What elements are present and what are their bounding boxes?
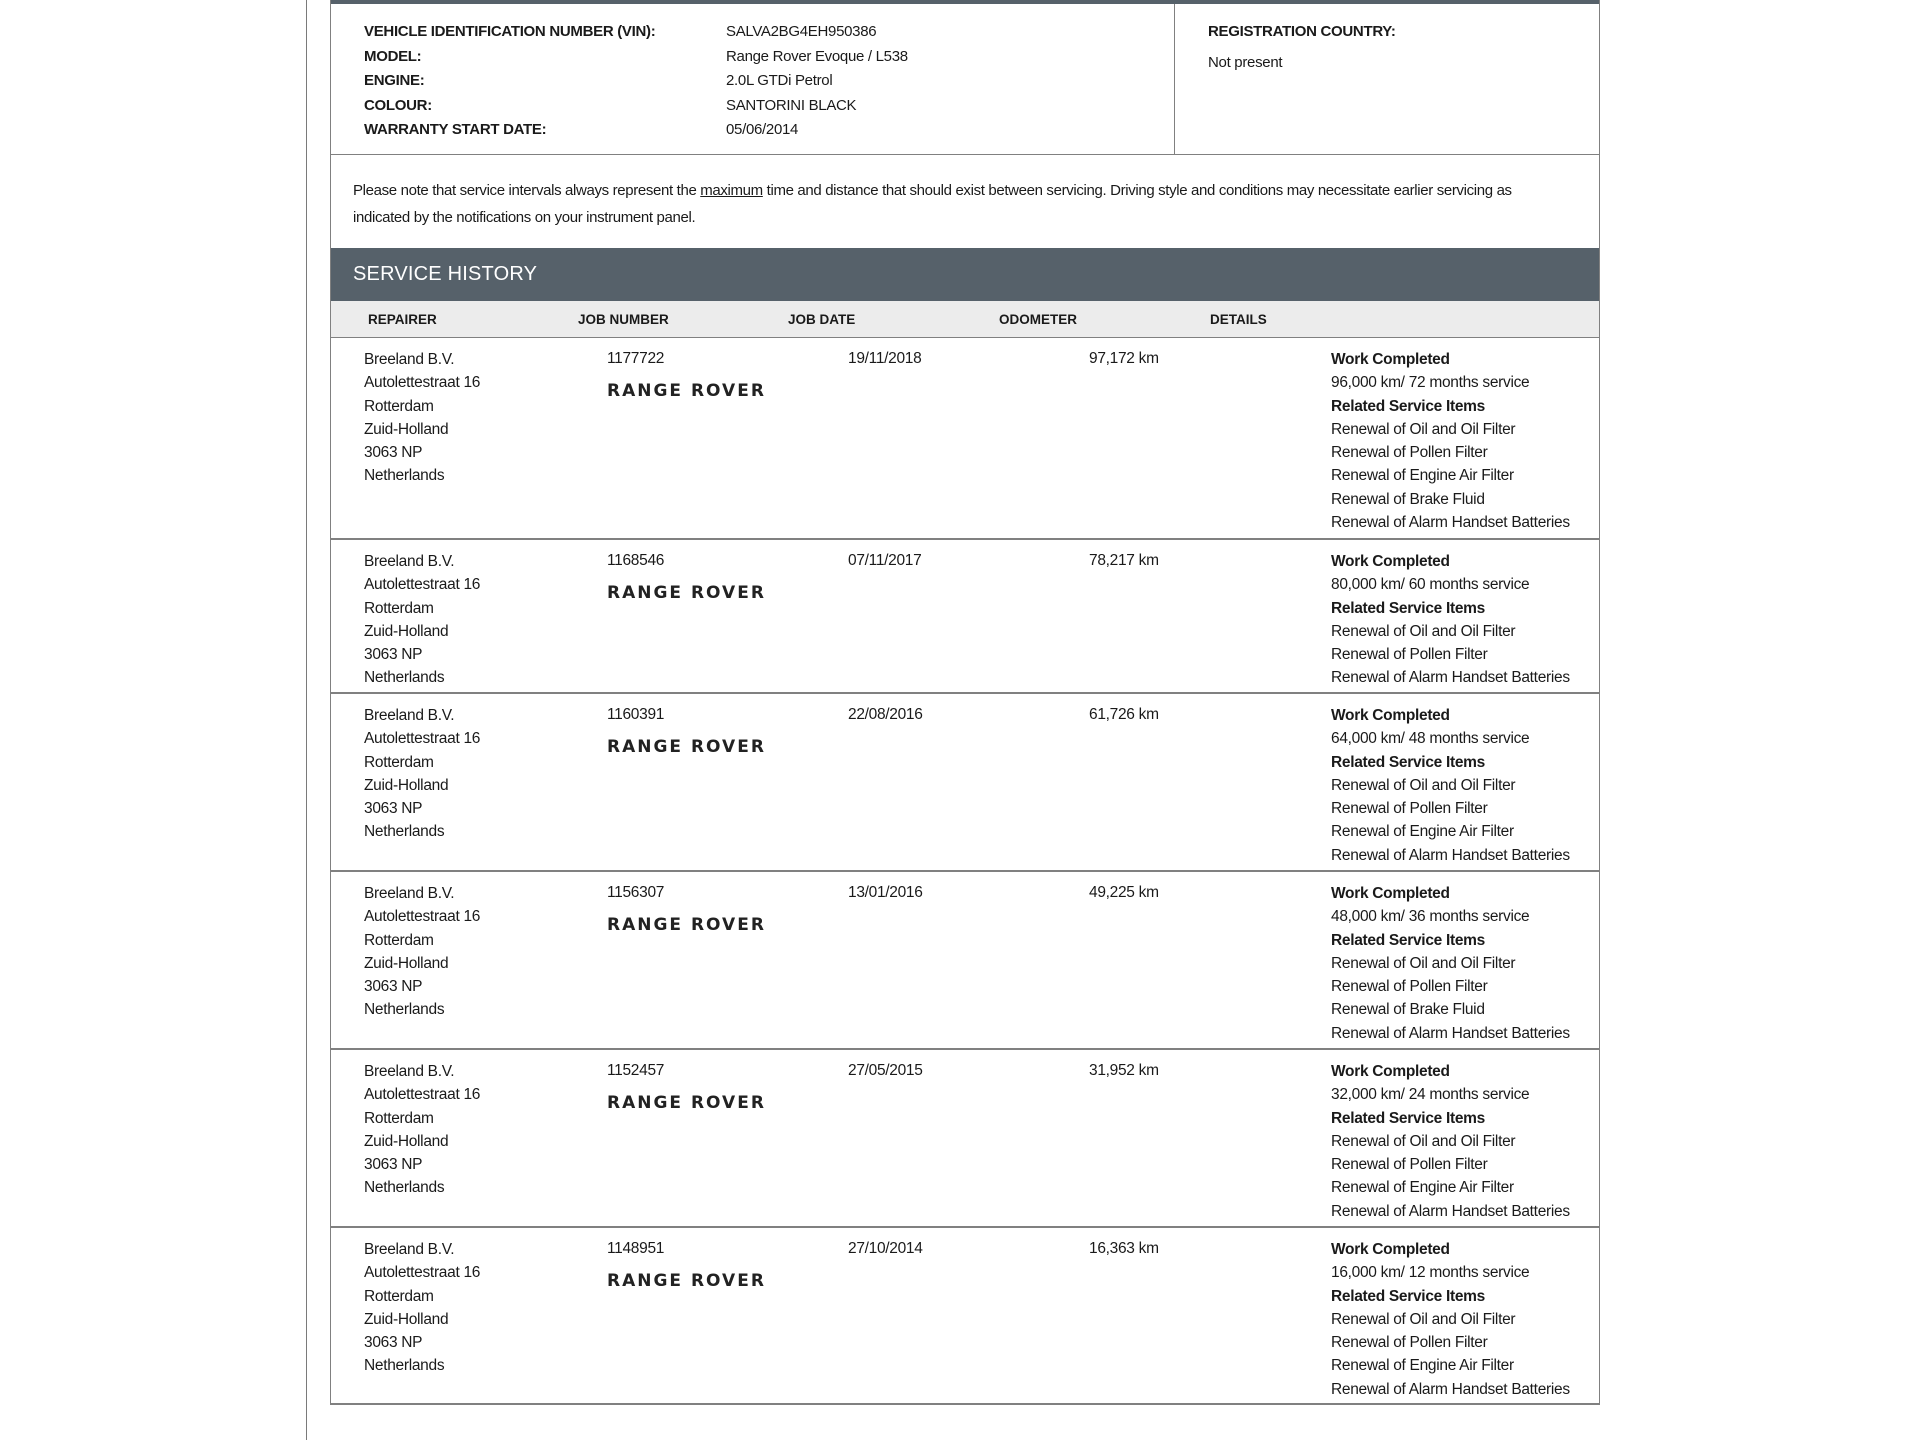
service-item: Renewal of Alarm Handset Batteries [1331,514,1570,532]
colour-field [364,94,1174,119]
service-type: 48,000 km/ 36 months service [1331,908,1530,926]
repairer-cell [331,1050,575,1226]
repairer-line: Netherlands [364,669,445,687]
service-item: Renewal of Oil and Oil Filter [1331,954,1516,972]
service-item: Renewal of Engine Air Filter [1331,823,1514,841]
odometer-cell: 31,952 km [1089,1062,1159,1079]
job-date-cell: 22/08/2016 [848,706,923,723]
job-date-cell: 13/01/2016 [848,884,923,901]
job-number: 1160391 [607,706,665,723]
service-item: Renewal of Pollen Filter [1331,1334,1488,1352]
service-item: Renewal of Pollen Filter [1331,444,1488,462]
work-completed-label: Work Completed [1331,553,1450,570]
repairer-line: Netherlands [364,1179,445,1197]
repairer-line: Breeland B.V. [364,351,455,368]
repairer-line: Zuid-Holland [364,776,449,794]
range-rover-logo: RANGE ROVER [607,1271,766,1292]
registration-value: Not present [1208,54,1283,71]
details-cell [1300,694,1599,870]
repairer-line: Netherlands [364,1001,445,1019]
field-value: SANTORINI BLACK [726,96,857,114]
service-type: 32,000 km/ 24 months service [1331,1086,1530,1104]
job-date-cell: 27/05/2015 [848,1062,923,1079]
field-label: WARRANTY START DATE: [364,121,547,138]
field-label: VEHICLE IDENTIFICATION NUMBER (VIN): [364,23,656,40]
service-type: 80,000 km/ 60 months service [1331,576,1530,594]
warranty-field [364,118,1174,143]
service-item: Renewal of Oil and Oil Filter [1331,1132,1516,1150]
col-details: DETAILS [1210,312,1267,327]
repairer-line: Rotterdam [364,753,434,771]
service-type: 16,000 km/ 12 months service [1331,1264,1530,1282]
service-item: Renewal of Alarm Handset Batteries [1331,669,1570,687]
repairer-line: 3063 NP [364,1334,423,1352]
service-report [330,0,1600,1405]
repairer-cell [331,1228,575,1403]
repairer-line: Autolettestraat 16 [364,576,481,594]
service-item: Renewal of Pollen Filter [1331,978,1488,996]
repairer-line: 3063 NP [364,1156,423,1174]
repairer-line: 3063 NP [364,800,423,818]
repairer-line: Zuid-Holland [364,954,449,972]
odometer-cell: 16,363 km [1089,1240,1159,1257]
repairer-line: Breeland B.V. [364,1241,455,1258]
work-completed-label: Work Completed [1331,707,1450,724]
job-number-cell [575,1050,818,1226]
col-job-number: JOB NUMBER [578,312,669,327]
related-items-label: Related Service Items [1331,1287,1485,1305]
service-item: Renewal of Engine Air Filter [1331,1179,1514,1197]
service-item: Renewal of Alarm Handset Batteries [1331,1380,1570,1398]
repairer-line: Rotterdam [364,1109,434,1127]
odometer-cell: 61,726 km [1089,706,1159,723]
job-number-cell [575,1228,818,1403]
work-completed-label: Work Completed [1331,1241,1450,1258]
table-header [331,301,1599,338]
odometer-cell: 78,217 km [1089,552,1159,569]
service-item: Renewal of Pollen Filter [1331,1156,1488,1174]
table-row [331,540,1599,694]
job-number: 1156307 [607,884,665,901]
repairer-cell [331,872,575,1048]
repairer-line: Autolettestraat 16 [364,1264,481,1282]
details-cell [1300,540,1599,692]
job-number: 1177722 [607,350,665,367]
job-number: 1152457 [607,1062,665,1079]
repairer-line: 3063 NP [364,978,423,996]
repairer-line: Autolettestraat 16 [364,1086,481,1104]
range-rover-logo: RANGE ROVER [607,583,766,604]
job-number-cell [575,872,818,1048]
table-row [331,872,1599,1050]
related-items-label: Related Service Items [1331,1109,1485,1127]
vin-field [364,20,1174,45]
field-label: MODEL: [364,47,422,65]
job-number-cell [575,694,818,870]
repairer-line: Zuid-Holland [364,1132,449,1150]
field-value: SALVA2BG4EH950386 [726,23,877,40]
repairer-line: Breeland B.V. [364,1063,455,1080]
service-item: Renewal of Oil and Oil Filter [1331,420,1516,438]
col-odometer: ODOMETER [999,312,1078,327]
details-cell [1300,872,1599,1048]
repairer-cell [331,694,575,870]
repairer-cell [331,338,575,538]
service-item: Renewal of Brake Fluid [1331,1001,1485,1019]
repairer-line: Zuid-Holland [364,1310,449,1328]
service-item: Renewal of Pollen Filter [1331,800,1488,818]
repairer-line: Netherlands [364,1357,445,1375]
repairer-line: Breeland B.V. [364,707,455,724]
service-item: Renewal of Alarm Handset Batteries [1331,1202,1570,1220]
service-item: Renewal of Oil and Oil Filter [1331,622,1516,640]
job-date-cell: 07/11/2017 [848,552,922,569]
service-item: Renewal of Brake Fluid [1331,490,1485,508]
table-row [331,1050,1599,1228]
repairer-line: Breeland B.V. [364,885,455,902]
repairer-line: 3063 NP [364,646,423,664]
service-type: 64,000 km/ 48 months service [1331,730,1530,748]
related-items-label: Related Service Items [1331,397,1485,415]
service-history-title: SERVICE HISTORY [331,248,1599,301]
details-cell [1300,1050,1599,1226]
job-number: 1168546 [607,552,665,569]
work-completed-label: Work Completed [1331,351,1450,368]
engine-field [364,69,1174,94]
service-interval-note [331,155,1599,248]
job-date-cell: 19/11/2018 [848,350,922,367]
repairer-line: Rotterdam [364,599,434,617]
repairer-line: Autolettestraat 16 [364,374,481,392]
vehicle-details [331,4,1175,154]
repairer-line: Zuid-Holland [364,420,449,438]
range-rover-logo: RANGE ROVER [607,381,766,402]
service-item: Renewal of Engine Air Filter [1331,1357,1514,1375]
note-text-rest: time and distance that should exist between servicing. Driving style and conditions may necessitate earlier servicing as indicated by the notifications on your instrument panel. [353,182,1512,226]
repairer-line: Breeland B.V. [364,553,455,570]
details-cell [1300,338,1599,538]
field-value: 2.0L GTDi Petrol [726,72,833,89]
field-value: Range Rover Evoque / L538 [726,47,908,65]
repairer-cell [331,540,575,692]
odometer-cell: 97,172 km [1089,350,1159,367]
job-date-cell: 27/10/2014 [848,1240,923,1257]
repairer-line: Rotterdam [364,1287,434,1305]
service-type: 96,000 km/ 72 months service [1331,374,1530,392]
model-field [364,45,1174,70]
repairer-line: Netherlands [364,467,445,485]
related-items-label: Related Service Items [1331,599,1485,617]
service-item: Renewal of Alarm Handset Batteries [1331,1024,1570,1042]
repairer-line: Rotterdam [364,931,434,949]
job-number: 1148951 [607,1240,665,1257]
service-item: Renewal of Pollen Filter [1331,646,1488,664]
repairer-line: Rotterdam [364,397,434,415]
related-items-label: Related Service Items [1331,753,1485,771]
range-rover-logo: RANGE ROVER [607,737,766,758]
note-emphasis: maximum [700,182,763,199]
range-rover-logo: RANGE ROVER [607,1093,766,1114]
note-text: Please note that service intervals always represent the [353,182,701,199]
col-job-date: JOB DATE [788,312,856,327]
col-repairer: REPAIRER [368,312,437,327]
work-completed-label: Work Completed [1331,885,1450,902]
work-completed-label: Work Completed [1331,1063,1450,1080]
job-number-cell [575,338,818,538]
table-row [331,338,1599,540]
field-label: COLOUR: [364,96,432,114]
registration-box [1175,4,1599,154]
repairer-line: Autolettestraat 16 [364,908,481,926]
table-row [331,1228,1599,1405]
repairer-line: Zuid-Holland [364,622,449,640]
repairer-line: Netherlands [364,823,445,841]
registration-label: REGISTRATION COUNTRY: [1208,23,1396,40]
odometer-cell: 49,225 km [1089,884,1159,901]
vehicle-info [331,4,1599,155]
service-rows [331,338,1599,1405]
service-item: Renewal of Alarm Handset Batteries [1331,846,1570,864]
field-value: 05/06/2014 [726,121,799,138]
field-label: ENGINE: [364,72,425,89]
service-item: Renewal of Engine Air Filter [1331,467,1514,485]
table-row [331,694,1599,872]
repairer-line: Autolettestraat 16 [364,730,481,748]
repairer-line: 3063 NP [364,444,423,462]
service-item: Renewal of Oil and Oil Filter [1331,776,1516,794]
service-item: Renewal of Oil and Oil Filter [1331,1310,1516,1328]
page-edge-line [306,0,307,1440]
details-cell [1300,1228,1599,1403]
job-number-cell [575,540,818,692]
range-rover-logo: RANGE ROVER [607,915,766,936]
related-items-label: Related Service Items [1331,931,1485,949]
